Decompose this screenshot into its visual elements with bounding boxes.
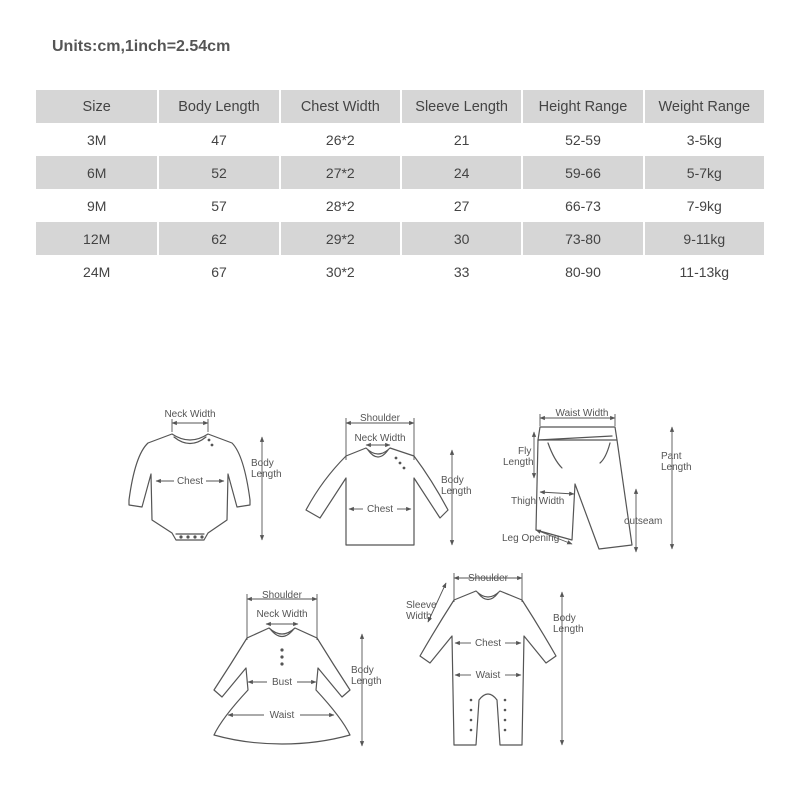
cell-sleeve-length: 27 — [400, 189, 521, 222]
cell-body-length: 67 — [157, 255, 278, 288]
label-shoulder: Shoulder — [467, 573, 509, 584]
cell-weight-range: 11-13kg — [643, 255, 764, 288]
cell-size: 6M — [36, 156, 157, 189]
bodysuit-diagram — [129, 409, 282, 540]
label-pant-length-2: Length — [661, 462, 692, 473]
label-sleeve-width-2: Width — [406, 611, 432, 622]
romper-diagram — [406, 573, 584, 745]
label-body-length-1: Body — [251, 458, 274, 469]
cell-weight-range: 3-5kg — [643, 123, 764, 156]
cell-body-length: 57 — [157, 189, 278, 222]
label-shoulder: Shoulder — [261, 590, 303, 601]
cell-size: 9M — [86, 197, 107, 214]
label-waist: Waist — [475, 670, 501, 681]
units-note: Units:cm,1inch=2.54cm — [52, 38, 231, 55]
label-pant-length-1: Pant — [661, 451, 682, 462]
cell-height-range: 73-80 — [521, 222, 642, 255]
cell-size: 24M — [83, 263, 111, 280]
label-shoulder: Shoulder — [359, 413, 401, 424]
cell-weight-range: 7-9kg — [643, 189, 764, 222]
label-body-length-2: Length — [251, 469, 282, 480]
cell-weight-range: 9-11kg — [643, 222, 764, 255]
cell-height-range: 52-59 — [521, 123, 642, 156]
label-neck-width: Neck Width — [354, 433, 406, 444]
dress-diagram — [214, 590, 382, 746]
romper-outline — [420, 591, 556, 745]
cell-chest-width: 29*2 — [279, 222, 400, 255]
cell-sleeve-length: 33 — [400, 255, 521, 288]
header-sleeve-length: Sleeve Length — [400, 90, 521, 123]
cell-chest-width: 26*2 — [279, 123, 400, 156]
label-body-length-1: Body — [441, 475, 464, 486]
cell-size: 3M — [86, 131, 107, 148]
label-waist: Waist — [269, 710, 295, 721]
cell-body-length: 52 — [157, 156, 278, 189]
header-chest-width: Chest Width — [279, 90, 400, 123]
bodysuit-outline — [129, 434, 250, 540]
label-neck-width: Neck Width — [256, 609, 308, 620]
cell-height-range: 80-90 — [521, 255, 642, 288]
label-chest: Chest — [176, 476, 204, 487]
label-chest: Chest — [474, 638, 502, 649]
label-waist-width: Waist Width — [555, 408, 609, 419]
header-height-range: Height Range — [521, 90, 642, 123]
header-body-length: Body Length — [157, 90, 278, 123]
label-sleeve-width-1: Sleeve — [406, 600, 437, 611]
cell-chest-width: 30*2 — [279, 255, 400, 288]
label-body-length-1: Body — [351, 665, 374, 676]
label-leg-opening: Leg Opening — [502, 533, 560, 544]
pants-diagram — [502, 408, 692, 552]
cell-sleeve-length: 30 — [400, 222, 521, 255]
label-body-length-2: Length — [441, 486, 472, 497]
header-size: Size — [36, 90, 157, 123]
cell-chest-width: 27*2 — [279, 156, 400, 189]
label-chest: Chest — [366, 504, 394, 515]
cell-sleeve-length: 21 — [400, 123, 521, 156]
shirt-diagram — [306, 413, 472, 545]
label-neck-width: Neck Width — [164, 409, 216, 420]
label-fly-length-2: Length — [503, 457, 534, 468]
cell-body-length: 47 — [157, 123, 278, 156]
cell-height-range: 66-73 — [521, 189, 642, 222]
shirt-outline — [306, 448, 448, 545]
cell-chest-width: 28*2 — [279, 189, 400, 222]
label-bust: Bust — [271, 677, 293, 688]
label-thigh-width: Thigh Width — [511, 496, 565, 507]
label-body-length-2: Length — [351, 676, 382, 687]
label-outseam: outseam — [624, 516, 663, 527]
cell-sleeve-length: 24 — [400, 156, 521, 189]
label-fly-length-1: Fly — [518, 446, 532, 457]
cell-body-length: 62 — [157, 222, 278, 255]
cell-size: 12M — [36, 222, 157, 255]
header-weight-range: Weight Range — [643, 90, 764, 123]
cell-height-range: 59-66 — [521, 156, 642, 189]
cell-weight-range: 5-7kg — [643, 156, 764, 189]
label-body-length-2: Length — [553, 624, 584, 635]
label-body-length-1: Body — [553, 613, 576, 624]
